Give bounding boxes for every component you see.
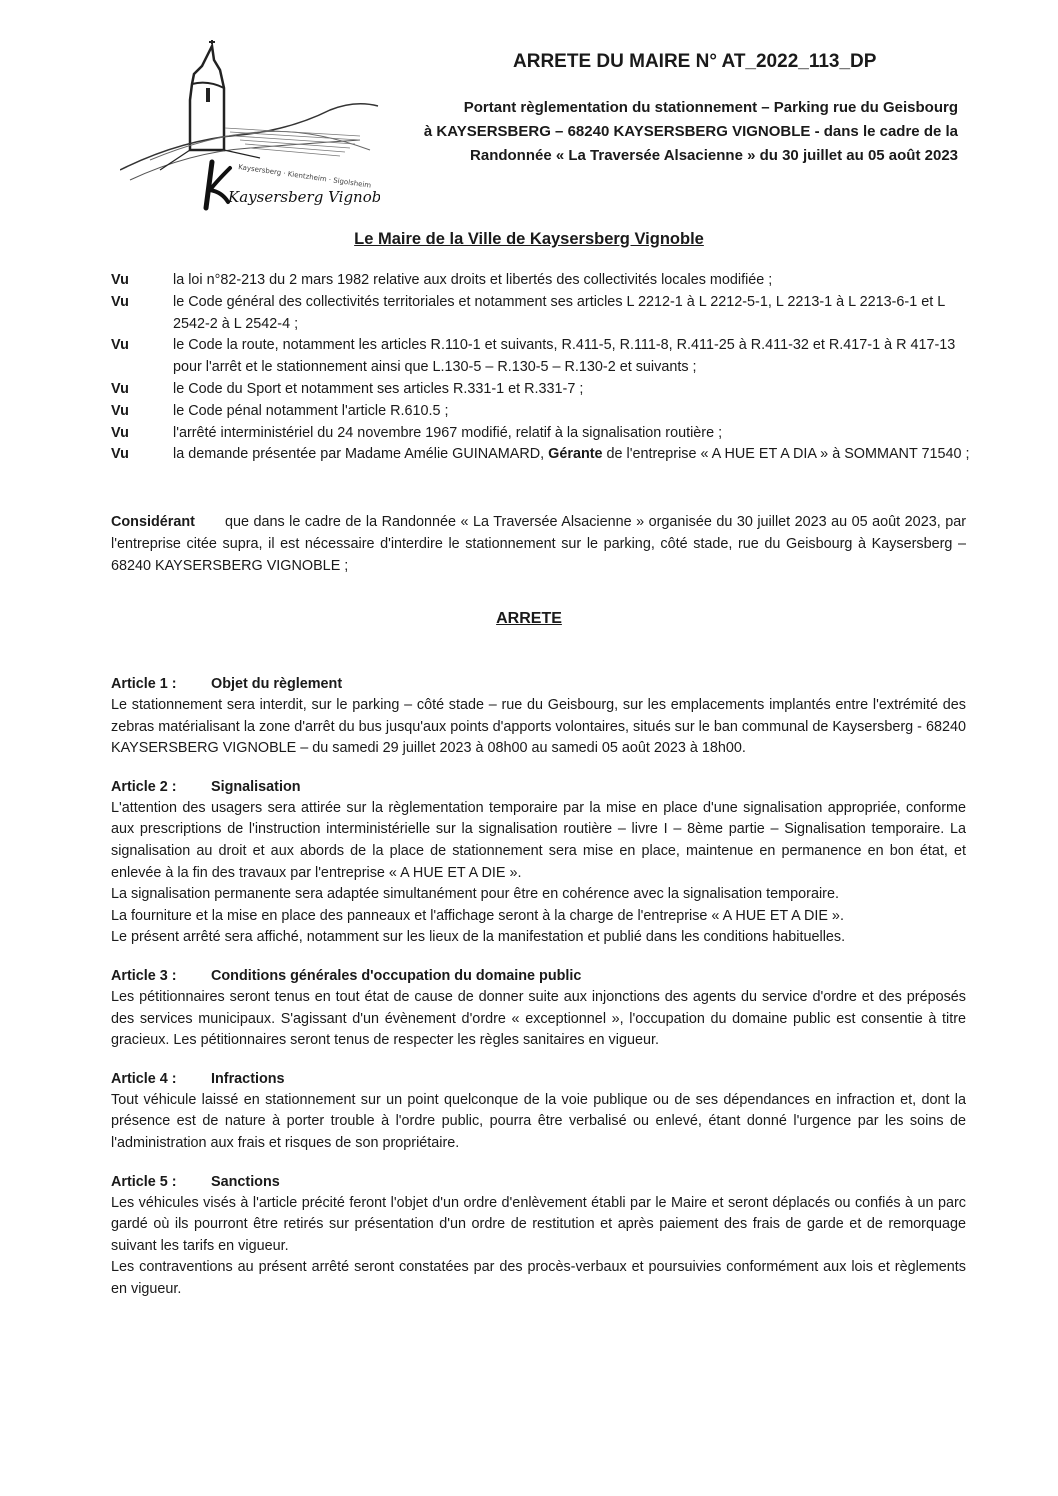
vu-label: Vu	[111, 272, 129, 288]
arrete-heading: ARRETE	[496, 610, 562, 627]
vu-text: la loi n°82-213 du 2 mars 1982 relative aux droits et libertés des collectivités locales modifiée ;	[173, 272, 773, 288]
vu-label: Vu	[111, 337, 129, 354]
vu-item	[111, 379, 983, 401]
subtitle-line: Randonnée « La Traversée Alsacienne » du 30 juillet au 05 août 2023	[470, 147, 958, 164]
subtitle-line: Portant règlementation du stationnement – Parking rue du Geisbourg	[463, 99, 958, 116]
article-3	[111, 965, 966, 1052]
article-number: Article 5 :	[111, 1173, 177, 1190]
vu-text-part: de l'entreprise « A HUE ET A DIA » à SOMMANT 71540 ;	[602, 446, 970, 463]
article-title: Sanctions	[211, 1173, 280, 1190]
vu-label: Vu	[111, 293, 129, 310]
considerant-paragraph	[111, 512, 966, 577]
article-heading	[111, 1171, 966, 1193]
vu-list	[111, 270, 983, 466]
subtitle-line: à KAYSERSBERG – 68240 KAYSERSBERG VIGNOBLE - dans le cadre de la	[423, 123, 958, 140]
article-paragraph: Les contraventions au présent arrêté seront constatées par des procès-verbaux et poursuivies conformément aux lois et règlements en vigueur.	[111, 1259, 966, 1297]
logo-wordmark: Kaysersberg Vignoble	[228, 188, 380, 206]
considerant-label: Considérant	[111, 514, 195, 530]
article-2	[111, 776, 966, 949]
article-paragraph: Les pétitionnaires seront tenus en tout état de cause de donner suite aux injonctions des agents du service d'ordre et des préposés des services municipaux. S'agissant d'un évènement d'ordre « exceptionnel », l'occupation du domaine public est consentie à titre gracieux. Les pétitionnaires seront tenus de respecter les règles sanitaires en vigueur.	[111, 988, 966, 1049]
vu-label: Vu	[111, 402, 129, 419]
vu-label: Vu	[111, 446, 129, 463]
article-paragraph: Le présent arrêté sera affiché, notamment sur les lieux de la manifestation et publié dans les conditions habituelles.	[111, 929, 846, 946]
article-4	[111, 1068, 966, 1155]
article-number: Article 3 :	[111, 967, 177, 984]
vu-text: le Code la route, notamment les articles R.110-1 et suivants, R.411-5, R.111-8, R.411-25 à R.411-32 et R.417-1 à R 417-13 pour l'arrêt et le stationnement ainsi que L.130-5 – R.130-5 – R.130-2 et suivants ;	[173, 337, 956, 376]
vu-text: le Code pénal notamment l'article R.610.5 ;	[173, 402, 449, 419]
article-body	[111, 1193, 966, 1301]
vu-item	[111, 423, 983, 445]
vu-text: le Code du Sport et notamment ses articles R.331-1 et R.331-7 ;	[173, 380, 584, 397]
vu-item	[111, 401, 983, 423]
article-body	[111, 1090, 966, 1155]
vu-item	[111, 292, 983, 336]
article-number: Article 1 :	[111, 676, 177, 692]
decree-subtitle	[358, 96, 958, 168]
vu-item	[111, 335, 983, 379]
article-heading	[111, 1068, 966, 1090]
article-title: Infractions	[211, 1070, 285, 1087]
vu-item	[111, 270, 983, 292]
article-1	[111, 673, 966, 760]
article-title: Conditions générales d'occupation du domaine public	[211, 967, 582, 984]
article-number: Article 4 :	[111, 1070, 177, 1087]
considerant-text: que dans le cadre de la Randonnée « La Traversée Alsacienne » organisée du 30 juillet 2023 au 05 août 2023, par l'entreprise citée supra, il est nécessaire d'interdire le stationnement sur le parking, côté stade, rue du Geisbourg à Kaysersberg – 68240 KAYSERSBERG VIGNOBLE ;	[111, 514, 966, 574]
kaysersberg-logo	[120, 40, 380, 215]
article-heading	[111, 673, 966, 695]
article-paragraph: La fourniture et la mise en place des panneaux et l'affichage seront à la charge de l'entreprise « A HUE ET A DIE ».	[111, 907, 844, 924]
vu-text: le Code général des collectivités territoriales et notamment ses articles L 2212-1 à L 2212-5-1, L 2213-1 à L 2213-6-1 et L 2542-2 à L 2542-4 ;	[173, 293, 945, 332]
article-paragraph: Les véhicules visés à l'article précité feront l'objet d'un ordre d'enlèvement établi par le Maire et seront déplacés ou confiés à un parc gardé où ils pourront être retirés sur présentation d'un ordre de restitution et après paiement des frais de garde et de remorquage suivant les tarifs en vigueur.	[111, 1194, 966, 1254]
article-title: Signalisation	[211, 778, 301, 795]
article-body	[111, 798, 966, 949]
article-5	[111, 1171, 966, 1301]
mayor-heading: Le Maire de la Ville de Kaysersberg Vignoble	[354, 230, 704, 248]
logo-band-text: Kaysersberg · Kientzheim · Sigolsheim	[237, 163, 372, 190]
article-number: Article 2 :	[111, 778, 177, 795]
article-heading	[111, 965, 966, 987]
article-body	[111, 695, 966, 760]
vu-item	[111, 444, 983, 466]
article-paragraph: Tout véhicule laissé en stationnement sur un point quelconque de la voie publique ou de ses dépendances en infraction et, dont la présence est de nature à porter trouble à l'ordre public, pourra être verbalisé ou enlevé, étant donné l'urgence par les soins de l'administration aux frais et risques de son propriétaire.	[111, 1091, 966, 1151]
vu-text-bold: Gérante	[548, 446, 603, 463]
article-heading	[111, 776, 966, 798]
article-body	[111, 987, 966, 1052]
vu-label: Vu	[111, 424, 129, 441]
article-paragraph: Le stationnement sera interdit, sur le parking – côté stade – rue du Geisbourg, sur les emplacements implantés entre l'extrémité des zebras matérialisant la zone d'arrêt du bus jusqu'aux points d'apports volontaires, situés sur le ban communal de Kaysersberg - 68240 KAYSERSBERG VIGNOBLE – du samedi 29 juillet 2023 à 08h00 au samedi 05 août 2023 à 18h00.	[111, 697, 966, 757]
articles-section	[111, 673, 966, 1316]
article-paragraph: La signalisation permanente sera adaptée simultanément pour être en cohérence avec la signalisation temporaire.	[111, 886, 839, 903]
vu-text: l'arrêté interministériel du 24 novembre 1967 modifié, relatif à la signalisation routière ;	[173, 424, 723, 441]
vu-text-part: la demande présentée par Madame Amélie GUINAMARD,	[173, 446, 549, 463]
vu-text	[173, 444, 983, 466]
vu-label: Vu	[111, 380, 129, 397]
article-paragraph: L'attention des usagers sera attirée sur la règlementation temporaire par la mise en place d'une signalisation appropriée, conforme aux prescriptions de l'instruction interministérielle sur la signalisation routière – livre I – 8ème partie – Signalisation temporaire. La signalisation au droit et aux abords de la place de stationnement sera mise en place, maintenue en permanence en bon état, et enlevée à la fin des travaux par l'entreprise « A HUE ET A DIE ».	[111, 799, 966, 881]
decree-title: ARRETE DU MAIRE N° AT_2022_113_DP	[513, 51, 877, 72]
church-tower-logo-icon	[120, 40, 380, 215]
article-title: Objet du règlement	[211, 676, 343, 692]
